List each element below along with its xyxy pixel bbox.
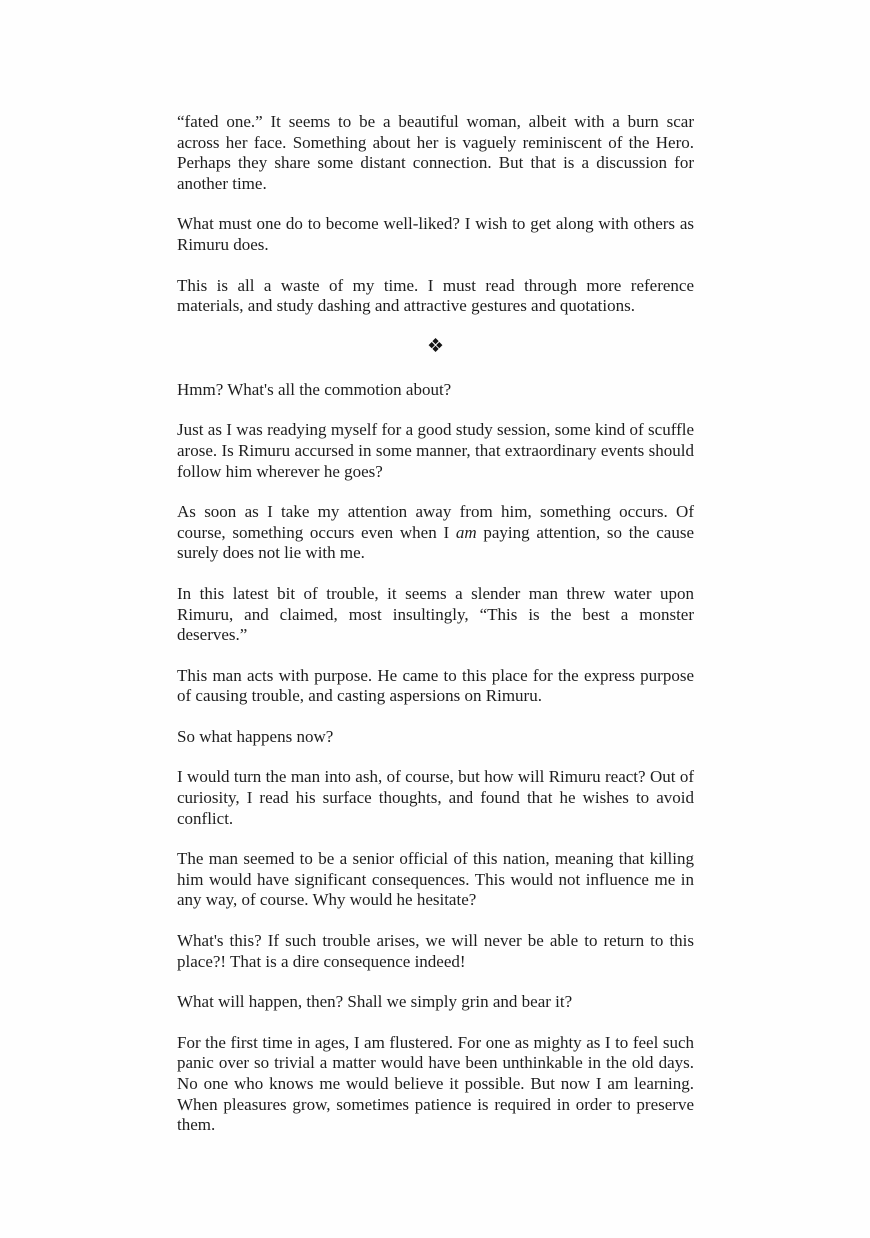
page-text-column bbox=[177, 112, 694, 1136]
paragraph: “fated one.” It seems to be a beautiful woman, albeit with a burn scar across her face. Something about her is vaguely reminiscent of the Hero. Perhaps they share some distant connection. But that is a discussion for another time. bbox=[177, 112, 694, 193]
emphasized-word: am bbox=[455, 522, 477, 542]
paragraph: This is all a waste of my time. I must read through more reference materials, and study dashing and attractive gestures and quotations. bbox=[177, 275, 694, 316]
paragraph-text: As soon as I take my attention away from him, something occurs. Of course, something occurs even when I bbox=[177, 502, 694, 542]
paragraph-text: paying attention, so the cause surely does not lie with me. bbox=[177, 522, 695, 563]
paragraph: In this latest bit of trouble, it seems a slender man threw water upon Rimuru, and claimed, most insultingly, “This is the best a monster deserves.” bbox=[177, 583, 694, 645]
paragraph: What's this? If such trouble arises, we will never be able to return to this place?! That is a dire consequence indeed! bbox=[177, 931, 694, 971]
paragraph: I would turn the man into ash, of course, but how will Rimuru react? Out of curiosity, I read his surface thoughts, and found that he wishes to avoid conflict. bbox=[177, 767, 694, 828]
paragraph: What will happen, then? Shall we simply grin and bear it? bbox=[177, 992, 573, 1012]
diamond-ornament-icon: ❖ bbox=[426, 335, 445, 357]
paragraph: For the first time in ages, I am flustered. For one as mighty as I to feel such panic over so trivial a matter would have been unthinkable in the old days. No one who knows me would believe it possible. But now I am learning. When pleasures grow, sometimes patience is required in order to preserve them. bbox=[177, 1032, 694, 1135]
paragraph bbox=[177, 502, 694, 564]
paragraph: Just as I was readying myself for a good study session, some kind of scuffle arose. Is Rimuru accursed in some manner, that extraordinary events should follow him wherever he goes? bbox=[177, 420, 694, 481]
paragraph: Hmm? What's all the commotion about? bbox=[177, 379, 452, 399]
paragraph: This man acts with purpose. He came to this place for the express purpose of causing trouble, and casting aspersions on Rimuru. bbox=[177, 665, 694, 706]
paragraph: The man seemed to be a senior official of this nation, meaning that killing him would have significant consequences. This would not influence me in any way, of course. Why would he hesitate? bbox=[177, 849, 694, 910]
paragraph: What must one do to become well-liked? I wish to get along with others as Rimuru does. bbox=[177, 214, 694, 254]
section-divider bbox=[177, 337, 694, 356]
paragraph: So what happens now? bbox=[177, 726, 334, 746]
